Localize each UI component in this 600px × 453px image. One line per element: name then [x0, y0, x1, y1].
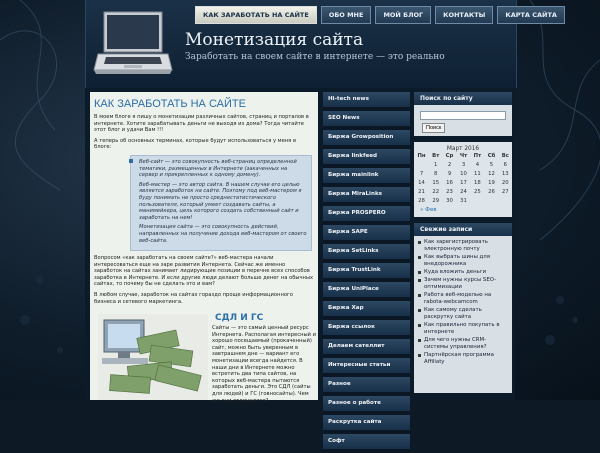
recent-post-link[interactable]: Как правильно покупать в интернете — [418, 322, 510, 336]
recent-post-link[interactable]: Как зарегистрировать электронную почту — [418, 239, 510, 253]
calendar-day: 24 — [460, 188, 467, 195]
category-link[interactable]: Биржа linkfeed — [323, 149, 410, 168]
search-widget-title: Поиск по сайту — [414, 92, 512, 105]
post-content — [90, 92, 318, 404]
calendar-day — [484, 196, 498, 205]
search-input[interactable] — [420, 111, 506, 120]
category-link[interactable]: Биржа UniPlace — [323, 282, 410, 301]
quote-paragraph: Веб-мастер — это автор сайта. В нашем случае его целью является заработок на сайте. Поэтому под веб-мастером я буду понимать не просто среднестатистического пользователя, который умеет создавать сайты, а манимейкера, цель которого создать собственный сайт и заработать на нем! — [139, 181, 302, 221]
laptop-logo-icon — [92, 8, 172, 80]
calendar-day: 16 — [446, 179, 453, 186]
recent-post-link[interactable]: Как самому сделать раскрутку сайта — [418, 307, 510, 321]
calendar-day-header: Вт — [432, 153, 440, 159]
calendar-table — [414, 152, 512, 205]
calendar-day: 8 — [434, 170, 438, 177]
calendar-day: 31 — [460, 197, 467, 204]
category-link[interactable]: Раскрутка сайта — [323, 415, 410, 434]
calendar-day-header: Пт — [473, 153, 482, 159]
recent-post-link[interactable]: Для чего нужны CRM-системы управления? — [418, 337, 510, 351]
calendar-day — [499, 196, 512, 205]
category-link[interactable]: Биржа Xap — [323, 301, 410, 320]
calendar-day: 19 — [488, 179, 495, 186]
post-paragraph: В любом случае, заработок на сайтах гораздо проще информационного бизнеса и сетевого маркетинга. — [94, 292, 293, 305]
search-button[interactable]: Поиск — [422, 123, 445, 133]
money-computer-image — [98, 314, 208, 400]
site-description: Заработать на своем сайте в интернете — это реально — [185, 52, 445, 62]
calendar-day: 23 — [446, 188, 453, 195]
calendar-day: 10 — [460, 170, 467, 177]
search-widget — [414, 92, 512, 136]
calendar-day-header: Сб — [487, 153, 496, 159]
calendar-caption: Март 2016 — [446, 146, 480, 152]
category-link[interactable]: Биржа MiraLinks — [323, 187, 410, 206]
calendar-day: 20 — [501, 179, 509, 186]
calendar-day-header: Чт — [459, 153, 468, 159]
calendar-day: 4 — [475, 161, 480, 168]
calendar-day-header: Вс — [501, 153, 509, 159]
calendar-day-header: Ср — [445, 153, 454, 159]
category-link[interactable]: Биржа PROSPERO — [323, 206, 410, 225]
calendar-day: 12 — [488, 170, 495, 177]
calendar-day: 26 — [488, 188, 495, 195]
nav-item-how-to-earn[interactable]: КАК ЗАРАБОТАТЬ НА САЙТЕ — [195, 6, 317, 24]
recent-post-link[interactable]: Работа веб-моделью на rabota-webcamcom — [418, 292, 510, 306]
calendar-day: 11 — [474, 170, 481, 177]
calendar-day: 18 — [474, 179, 481, 186]
calendar-day-header: Пн — [417, 153, 426, 159]
category-link[interactable]: Hi-tech news — [323, 92, 410, 111]
nav-item-blog[interactable]: МОЙ БЛОГ — [375, 6, 431, 24]
calendar-day: 2 — [447, 161, 452, 168]
recent-post-link[interactable]: Партнёрская программа Affiliaty — [418, 352, 510, 366]
category-link[interactable]: Софт — [323, 434, 410, 453]
calendar-day: 21 — [418, 188, 425, 195]
calendar-day: 1 — [434, 161, 438, 168]
calendar-day: 6 — [503, 161, 507, 168]
calendar-day: 5 — [489, 161, 494, 168]
terms-blockquote — [130, 155, 312, 251]
quote-bullet-icon — [129, 159, 133, 163]
calendar-day — [470, 196, 484, 205]
category-link[interactable]: Биржа Growposition — [323, 130, 410, 149]
category-link[interactable]: Интересные статьи — [323, 358, 410, 377]
site-title[interactable]: Монетизация сайта — [185, 30, 364, 50]
calendar-day: 13 — [501, 170, 509, 177]
category-link[interactable]: SEO News — [323, 111, 410, 130]
recent-posts-widget — [414, 223, 512, 393]
calendar-day: 22 — [432, 188, 440, 195]
right-sidebar — [414, 92, 512, 400]
category-link[interactable]: Биржа mainlink — [323, 168, 410, 187]
nav-item-about[interactable]: ОБО МНЕ — [321, 6, 372, 24]
calendar-day: 30 — [446, 197, 453, 204]
category-link[interactable]: Разное — [323, 377, 410, 396]
nav-item-sitemap[interactable]: КАРТА САЙТА — [497, 6, 565, 24]
calendar-day: 27 — [501, 188, 509, 195]
calendar-day: 25 — [474, 188, 481, 195]
category-link[interactable]: Биржа SAPE — [323, 225, 410, 244]
quote-paragraph: Монетизация сайта — это совокупность действий, направленных на получение дохода веб-мастером от своего веб-сайта. — [139, 224, 307, 244]
recent-post-link[interactable]: Зачем нужны курсы SEO-оптимизации — [418, 277, 510, 291]
category-link[interactable]: Биржа TrustLink — [323, 263, 410, 282]
category-link[interactable]: Делаем сателлит — [323, 339, 410, 358]
nav-item-contacts[interactable]: КОНТАКТЫ — [435, 6, 493, 24]
category-link[interactable]: Биржа ссылок — [323, 320, 410, 339]
post-paragraph: Вопросом «как заработать на своем сайте?» веб-мастера начали интересоваться еще на заре развития Интернета. Сейчас же именно заработок на сайтах занимает лидирующие позиции в перечне всех способов заработка в Интернете. И если другие люди делают больше денег на обычных сайтах, то почему бы не сделать это и вам? — [94, 255, 314, 288]
recent-post-link[interactable]: Куда вложить деньги — [418, 269, 510, 276]
calendar-day: 3 — [461, 161, 466, 168]
post-paragraph: А теперь об основных терминах, которые будут использоваться у меня в блоге: — [94, 137, 297, 151]
post-paragraph: Сайты — это самый ценный ресурс Интернета. Располагая интересный и хорошо посещаемый (прокаченный) сайт, можно быть уверенным в завтрашнем дне — вариант его монетизации всегда найдется. В наши дни в Интернете можно встретить два типа сайтов, на которых веб-мастера пытаются заработать деньги. Это СДЛ (сайты для людей) и ГС (говносайты). Чем же они отличаются? — [212, 325, 316, 404]
recent-posts-title: Свежие записи — [414, 223, 512, 236]
calendar-day: 14 — [418, 179, 425, 186]
calendar-widget — [414, 142, 512, 217]
post-title: КАК ЗАРАБОТАТЬ НА САЙТЕ — [94, 98, 246, 110]
calendar-day: 28 — [418, 197, 425, 204]
calendar-day: 17 — [460, 179, 467, 186]
calendar-day: 9 — [447, 170, 452, 177]
quote-paragraph: Веб-сайт — это совокупность веб-страниц определенной тематики, размещенных в Интернете (закаченных на сервер и прикрепленных к одному домену). — [139, 158, 297, 179]
top-navigation — [195, 6, 565, 24]
calendar-day: 15 — [432, 179, 440, 186]
categories-sidebar — [323, 92, 410, 444]
calendar-day: 29 — [432, 197, 440, 204]
calendar-prev-link[interactable]: « Фев — [420, 207, 437, 213]
calendar-day — [414, 160, 429, 169]
recent-post-link[interactable]: Как выбрать шины для внедорожника — [418, 254, 510, 268]
recent-posts-list — [414, 236, 512, 366]
category-link[interactable]: Биржа SetLinks — [323, 244, 410, 263]
calendar-day: 7 — [419, 170, 424, 177]
post-subheading: СДЛ И ГС — [215, 313, 264, 324]
category-link[interactable]: Разное о работе — [323, 396, 410, 415]
post-paragraph: В моем блоге я пишу о монетизации различных сайтов, страниц и порталов в интернете. Хотите зарабатывать деньги не выходя из дома? Тогда читайте этот блог и удачи Вам !!! — [94, 114, 309, 134]
